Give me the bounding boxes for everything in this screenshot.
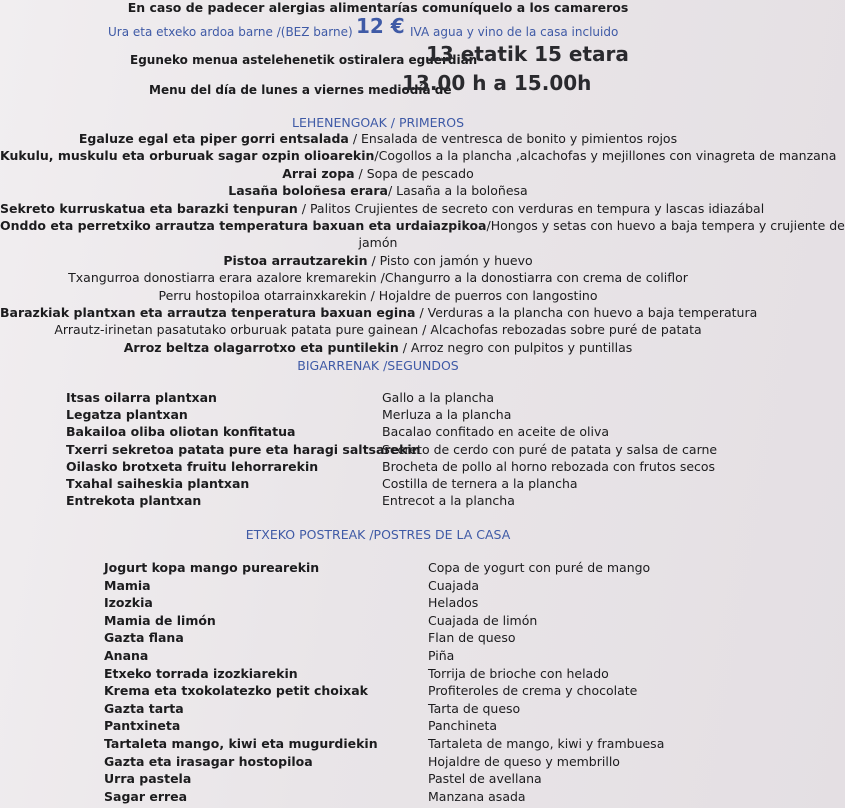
- primeros-item: [0, 322, 756, 338]
- hours-eu-line: [0, 42, 756, 72]
- dish-name-eu: Kukulu, muskulu eta orburuak sagar ozpin olioarekin: [0, 148, 375, 164]
- segundos-item-eu: Txerri sekretoa patata pure eta haragi saltsarekin: [66, 441, 421, 457]
- dish-name-eu: Barazkiak plantxan eta arrautza tenperatura baxuan egina: [0, 305, 416, 320]
- dish-name-es: jamón: [358, 235, 398, 251]
- segundos-item-es: Merluza a la plancha: [382, 407, 512, 423]
- primeros-item: [0, 270, 756, 286]
- postres-item-eu: Jogurt kopa mango purearekin: [104, 560, 320, 575]
- segundos-item-eu: Itsas oilarra plantxan: [66, 390, 217, 405]
- postres-item-es: Pastel de avellana: [428, 771, 542, 787]
- segundos-title-eu: BIGARRENAK: [297, 358, 380, 373]
- primeros-item: [0, 218, 845, 234]
- primeros-item: [0, 288, 756, 304]
- primeros-item: [0, 183, 756, 199]
- segundos-title-es: /SEGUNDOS: [379, 358, 459, 373]
- section-title-segundos: [0, 358, 756, 374]
- allergy-notice: En caso de padecer alergias alimentarías comuníquelo a los camareros: [127, 0, 629, 15]
- primeros-item: [0, 305, 756, 321]
- postres-item-es: Torrija de brioche con helado: [428, 665, 609, 681]
- dish-name-eu: Arrai zopa: [282, 165, 355, 181]
- postres-item-es: Cuajada de limón: [428, 612, 538, 628]
- dish-name-es: / Pisto con jamón y huevo: [367, 252, 533, 268]
- dish-name-eu: Pistoa arrautzarekin: [223, 252, 368, 268]
- price-suffix: IVA agua y vino de la casa incluido: [410, 25, 619, 39]
- dish-name-eu: Egaluze egal eta piper gorri entsalada: [78, 131, 349, 146]
- dish-name-eu: Arroz beltza olagarrotxo eta puntilekin: [123, 339, 399, 355]
- price-prefix: Ura eta etxeko ardoa barne /(BEZ barne): [108, 25, 353, 39]
- postres-item-eu: Urra pastela: [104, 771, 192, 787]
- hours-eu-label: Eguneko menua astelehenetik ostiralera eguerdian: [130, 53, 478, 67]
- primeros-item: [0, 253, 756, 269]
- primeros-item: [0, 166, 756, 182]
- price-value: 12 €: [356, 14, 405, 38]
- postres-item-eu: Gazta eta irasagar hostopiloa: [104, 753, 313, 769]
- dish-name-es: Arrautz-irinetan pasatutako orburuak patata pure gainean / Alcachofas rebozadas sobre puré de patata: [54, 322, 702, 338]
- hours-eu-value: 13 etatik 15 etara: [426, 42, 629, 66]
- postres-item-es: Copa de yogurt con puré de mango: [428, 560, 651, 575]
- segundos-item-eu: Legatza plantxan: [66, 407, 188, 423]
- postres-item-es: Piña: [428, 648, 455, 663]
- dish-name-es: /Cogollos a la plancha ,alcachofas y mejillones con vinagreta de manzana: [374, 148, 837, 164]
- postres-item-eu: Krema eta txokolatezko petit choixak: [104, 683, 368, 699]
- price-line: [0, 16, 756, 46]
- postres-item-eu: Izozkia: [104, 595, 153, 611]
- postres-item-es: Manzana asada: [428, 788, 526, 804]
- dish-name-eu: Onddo eta perretxiko arrautza temperatura baxuan eta urdaiazpikoa: [0, 218, 487, 233]
- hours-es-line: [0, 71, 756, 101]
- postres-item-es: Cuajada: [428, 577, 480, 593]
- primeros-item: [0, 200, 765, 217]
- dish-name-eu: Lasaña boloñesa erara: [228, 183, 388, 199]
- dish-name-eu: Sekreto kurruskatua eta barazki tenpuran: [0, 200, 298, 216]
- section-title-primeros: LEHENENGOAK / PRIMEROS: [291, 115, 465, 130]
- primeros-item: [0, 148, 837, 164]
- postres-item-es: Flan de queso: [428, 630, 516, 646]
- postres-item-eu: Pantxineta: [104, 718, 181, 734]
- dish-name-es: / Verduras a la plancha con huevo a baja temperatura: [415, 305, 758, 320]
- dish-name-es: / Ensalada de ventresca de bonito y pimientos rojos: [348, 131, 678, 146]
- hours-es-value: 13.00 h a 15.00h: [402, 71, 592, 95]
- postres-item-es: Tarta de queso: [428, 700, 521, 716]
- postres-item-es: Tartaleta de mango, kiwi y frambuesa: [428, 736, 665, 751]
- postres-item-eu: Tartaleta mango, kiwi eta mugurdiekin: [104, 736, 378, 751]
- postres-item-eu: Gazta tarta: [104, 700, 184, 716]
- dish-name-es: Txangurroa donostiarra erara azalore kremarekin /Changurro a la donostiarra con crema de coliflor: [68, 270, 688, 286]
- postres-item-eu: Anana: [104, 648, 149, 663]
- postres-item-es: Hojaldre de queso y membrillo: [428, 753, 620, 769]
- segundos-item-es: Entrecot a la plancha: [382, 493, 515, 509]
- postres-item-eu: Sagar errea: [104, 788, 188, 804]
- postres-item-es: Helados: [428, 595, 479, 611]
- postres-item-eu: Mamia de limón: [104, 612, 216, 628]
- primeros-item: [0, 340, 756, 356]
- dish-name-es: Perru hostopiloa otarrainxkarekin / Hojaldre de puerros con langostino: [158, 287, 598, 303]
- segundos-item-eu: Txahal saiheskia plantxan: [66, 476, 250, 491]
- hours-es-label: Menu del día de lunes a viernes mediodía de: [149, 83, 452, 97]
- segundos-item-es: Secreto de cerdo con puré de patata y salsa de carne: [382, 441, 718, 457]
- postres-item-es: Panchineta: [428, 718, 498, 734]
- dish-name-es: / Lasaña a la boloñesa: [387, 183, 528, 199]
- dish-name-es: /Hongos y setas con huevo a baja tempera y crujiente de: [486, 218, 845, 233]
- dish-name-es: / Sopa de pescado: [354, 165, 474, 181]
- primeros-item: [0, 235, 756, 251]
- dish-name-es: / Arroz negro con pulpitos y puntillas: [398, 339, 633, 355]
- primeros-item: [0, 131, 756, 147]
- segundos-item-eu: Bakailoa oliba oliotan konfitatua: [66, 424, 296, 440]
- section-title-postres: ETXEKO POSTREAK /POSTRES DE LA CASA: [245, 527, 511, 542]
- segundos-item-es: Bacalao confitado en aceite de oliva: [382, 424, 610, 440]
- postres-item-eu: Etxeko torrada izozkiarekin: [104, 665, 298, 681]
- segundos-item-eu: Entrekota plantxan: [66, 493, 202, 509]
- segundos-item-es: Costilla de ternera a la plancha: [382, 476, 578, 491]
- dish-name-es: / Palitos Crujientes de secreto con verduras en tempura y lascas idiazábal: [297, 200, 765, 216]
- segundos-item-es: Brocheta de pollo al horno rebozada con frutos secos: [382, 458, 716, 474]
- postres-item-eu: Gazta flana: [104, 630, 184, 646]
- segundos-item-es: Gallo a la plancha: [382, 390, 495, 405]
- postres-item-es: Profiteroles de crema y chocolate: [428, 683, 638, 699]
- segundos-item-eu: Oilasko brotxeta fruitu lehorrarekin: [66, 458, 319, 474]
- postres-item-eu: Mamia: [104, 577, 151, 593]
